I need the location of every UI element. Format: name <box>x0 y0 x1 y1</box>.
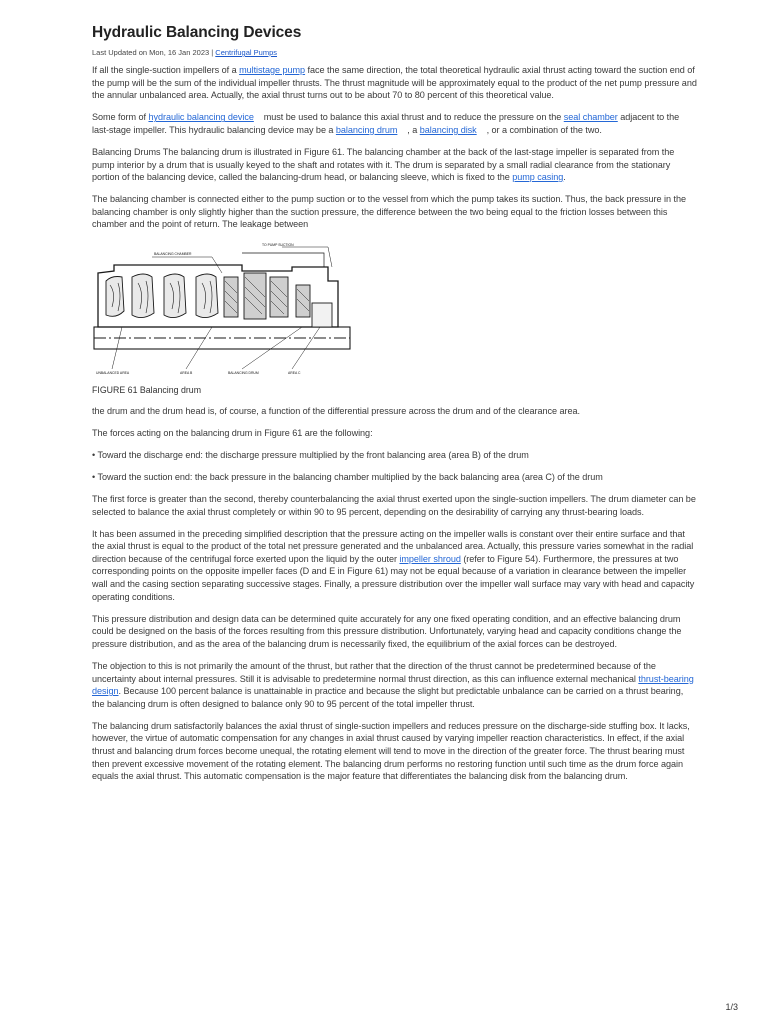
label-balancing-chamber: BALANCING CHAMBER <box>154 251 192 256</box>
label-balancing-drum: BALANCING DRUM <box>228 370 259 375</box>
label-to-pump-suction: TO PUMP SUCTION <box>262 242 294 247</box>
bullet-suction-end: • Toward the suction end: the back pressure in the balancing chamber multiplied by the back balancing area (area C) of the drum <box>92 471 603 482</box>
category-link[interactable]: Centrifugal Pumps <box>215 48 277 57</box>
paragraph-1: If all the single-suction impellers of a multistage pump face the same direction, the total theoretical hydraulic axial thrust acting toward the suction end of the pump will be the sum of the individual impeller thrusts. The thrust magnitude will be approximately equal to the product of the net pump pressure and the annular unbalanced area. Actually, the axial thrust turns out to be about 70 to 80 percent of this theoretical value. <box>92 65 697 101</box>
page-title: Hydraulic Balancing Devices <box>92 24 302 41</box>
paragraph-5: the drum and the drum head is, of course, a function of the differential pressure across the drum and of the clearance area. <box>92 405 581 416</box>
article-meta <box>92 48 698 57</box>
paragraph-10: It has been assumed in the preceding simplified description that the pressure acting on the impeller walls is constant over their entire surface and that the axial thrust is equal to the product of the total net pressure generated and the unbalanced area. Actually, this pressure varies somewhat in the radial direction because of the centrifugal force exerted upon the liquid by the outer impeller shroud (refer to Figure 54). Furthermore, the pressures at two corresponding points on the opposite impeller faces (D and E in Figure 61) may not be equal because of a variation in clearance between the impeller wall and the casing section separating successive stages. Finally, a pressure distribution over the impeller wall surface may vary with head and capacity operating conditions. <box>92 528 695 602</box>
paragraph-4: The balancing chamber is connected either to the pump suction or to the vessel from which the pump takes its suction. Thus, the back pressure in the balancing chamber is only slightly higher than the suction pressure, the difference between the two being equal to the friction losses between this chamber and the point of return. The leakage between <box>92 194 686 230</box>
article <box>92 24 698 792</box>
label-area-c: AREA C <box>288 370 301 375</box>
link-thrust-bearing-design[interactable]: thrust-bearing design <box>92 673 694 697</box>
balancing-drum-drawing <box>92 241 354 379</box>
label-area-b: AREA B <box>180 370 193 375</box>
link-balancing-drum[interactable]: balancing drum <box>335 124 398 135</box>
page-number: 1/3 <box>725 1002 738 1012</box>
figure-61-balancing-drum <box>92 241 354 379</box>
paragraph-13: The balancing drum satisfactorily balances the axial thrust of single-suction impellers and reduces pressure on the discharge-side stuffing box. It lacks, however, the virtue of automatic compensation for any changes in axial thrust caused by varying impeller reaction characteristics. In effect, if the axial thrust and balancing drum forces become unequal, the rotating element will tend to move in the direction of the greater force. The thrust bearing must then prevent excessive movement of the rotating element. The balancing drum performs no restoring function until such time as the drum force again equals the axial thrust. This automatic compensation is the major feature that differentiates the balancing disk from the balancing drum. <box>92 720 690 782</box>
link-hydraulic-balancing-device[interactable]: hydraulic balancing device <box>148 112 254 123</box>
figure-caption: FIGURE 61 Balancing drum <box>92 384 202 395</box>
link-multistage-pump[interactable]: multistage pump <box>239 65 306 75</box>
link-seal-chamber[interactable]: seal chamber <box>563 112 618 123</box>
paragraph-3: Balancing Drums The balancing drum is illustrated in Figure 61. The balancing chamber at the back of the last-stage impeller is separated from the pump interior by a drum that is usually keyed to the shaft and rotates with it. The drum is separated by a small radial clearance from the stationary portion of the balancing device, called the balancing-drum head, or balancing sleeve, which is fixed to the pump casing. <box>92 146 675 183</box>
paragraph-9: The first force is greater than the second, thereby counterbalancing the axial thrust exerted upon the single-suction impellers. The drum diameter can be selected to balance the axial thrust completely or within 90 to 95 percent, depending on the desirability of carrying any thrust-bearing loads. <box>92 493 696 517</box>
label-unbalanced-area: UNBALANCED AREA <box>96 370 130 375</box>
link-impeller-shroud[interactable]: impeller shroud <box>399 553 461 564</box>
link-balancing-disk[interactable]: balancing disk <box>419 124 477 135</box>
paragraph-2: Some form of hydraulic balancing device must be used to balance this axial thrust and to reduce the pressure on the seal chamber adjacent to the last-stage impeller. This hydraulic balancing device may be a balancing drum , a balancing disk , or a combination of the two. <box>92 112 680 135</box>
link-pump-casing[interactable]: pump casing <box>512 172 564 183</box>
last-updated: Last Updated on Mon, 16 Jan 2023 | <box>92 48 216 57</box>
paragraph-6: The forces acting on the balancing drum in Figure 61 are the following: <box>92 427 373 438</box>
paragraph-12: The objection to this is not primarily the amount of the thrust, but rather that the direction of the thrust cannot be predetermined because of the uncertainty about internal pressures. Still it is advisable to predetermine normal thrust direction, as this can influence external mechanical thrust-bearing design. Because 100 percent balance is unattainable in practice and because the slight but predictable unbalance can be carried on a thrust bearing, the balancing drum is often designed to balance only 90 to 95 percent of the total impeller thrust. <box>92 660 694 709</box>
paragraph-11: This pressure distribution and design data can be determined quite accurately for any one fixed operating condition, and an effective balancing drum could be designed on the basis of the forces resulting from this pressure distribution. Unfortunately, varying head and capacity conditions change the pressure distribution, and as the area of the balancing drum is necessarily fixed, the equilibrium of the axial forces can be destroyed. <box>92 613 682 649</box>
bullet-discharge-end: • Toward the discharge end: the discharge pressure multiplied by the front balancing area (area B) of the drum <box>92 449 529 460</box>
